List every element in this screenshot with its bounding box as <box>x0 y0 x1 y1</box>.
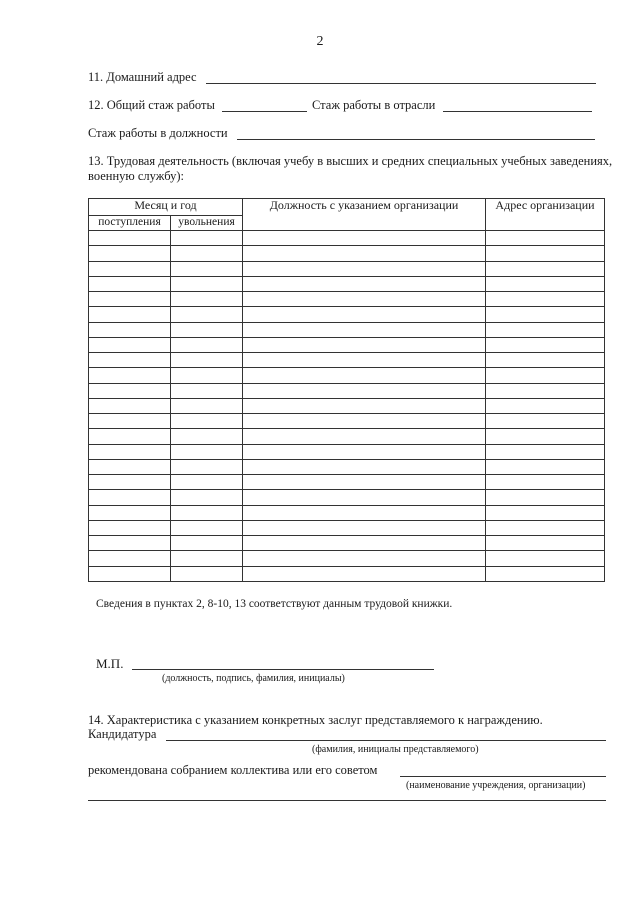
recommended-label: рекомендована собранием коллектива или его советом <box>88 763 378 777</box>
cell-entry[interactable] <box>89 276 171 291</box>
cell-position[interactable] <box>243 398 486 413</box>
cell-position[interactable] <box>243 261 486 276</box>
cell-address[interactable] <box>486 368 605 383</box>
cell-address[interactable] <box>486 398 605 413</box>
cell-position[interactable] <box>243 551 486 566</box>
cell-entry[interactable] <box>89 459 171 474</box>
verification-note: Сведения в пунктах 2, 8-10, 13 соответствуют данным трудовой книжки. <box>96 598 453 610</box>
cell-address[interactable] <box>486 322 605 337</box>
cell-entry[interactable] <box>89 444 171 459</box>
table-row <box>89 398 605 413</box>
cell-dismissal[interactable] <box>171 307 243 322</box>
cell-entry[interactable] <box>89 337 171 352</box>
cell-position[interactable] <box>243 444 486 459</box>
cell-dismissal[interactable] <box>171 368 243 383</box>
cell-position[interactable] <box>243 353 486 368</box>
cell-position[interactable] <box>243 429 486 444</box>
cell-address[interactable] <box>486 246 605 261</box>
cell-address[interactable] <box>486 429 605 444</box>
table-row <box>89 383 605 398</box>
cell-position[interactable] <box>243 231 486 246</box>
header-month-year: Месяц и год <box>89 199 243 216</box>
cell-address[interactable] <box>486 475 605 490</box>
total-experience-label: 12. Общий стаж работы <box>88 98 215 112</box>
cell-address[interactable] <box>486 353 605 368</box>
cell-dismissal[interactable] <box>171 536 243 551</box>
cell-position[interactable] <box>243 337 486 352</box>
table-row <box>89 444 605 459</box>
total-experience-line[interactable] <box>222 111 307 112</box>
industry-experience-line[interactable] <box>443 111 592 112</box>
cell-entry[interactable] <box>89 398 171 413</box>
table-row <box>89 459 605 474</box>
table-row <box>89 536 605 551</box>
table-row <box>89 246 605 261</box>
cell-address[interactable] <box>486 459 605 474</box>
cell-address[interactable] <box>486 505 605 520</box>
cell-position[interactable] <box>243 520 486 535</box>
cell-entry[interactable] <box>89 231 171 246</box>
cell-address[interactable] <box>486 551 605 566</box>
cell-dismissal[interactable] <box>171 383 243 398</box>
cell-dismissal[interactable] <box>171 292 243 307</box>
table-row <box>89 429 605 444</box>
work-history-table <box>88 198 605 582</box>
cell-position[interactable] <box>243 292 486 307</box>
cell-entry[interactable] <box>89 490 171 505</box>
cell-position[interactable] <box>243 368 486 383</box>
cell-position[interactable] <box>243 414 486 429</box>
cell-entry[interactable] <box>89 307 171 322</box>
cell-position[interactable] <box>243 566 486 581</box>
cell-address[interactable] <box>486 231 605 246</box>
table-row <box>89 490 605 505</box>
home-address-line[interactable] <box>206 83 596 84</box>
cell-address[interactable] <box>486 444 605 459</box>
cell-address[interactable] <box>486 490 605 505</box>
header-entry: поступления <box>89 216 171 231</box>
work-history-heading: 13. Трудовая деятельность (включая учебу в высших и средних специальных учебных заведениях, <box>88 154 613 168</box>
cell-dismissal[interactable] <box>171 261 243 276</box>
table-row <box>89 231 605 246</box>
cell-position[interactable] <box>243 505 486 520</box>
cell-dismissal[interactable] <box>171 520 243 535</box>
cell-dismissal[interactable] <box>171 551 243 566</box>
cell-position[interactable] <box>243 459 486 474</box>
cell-dismissal[interactable] <box>171 429 243 444</box>
table-row <box>89 414 605 429</box>
table-row <box>89 566 605 581</box>
cell-entry[interactable] <box>89 429 171 444</box>
table-row <box>89 337 605 352</box>
cell-entry[interactable] <box>89 353 171 368</box>
organization-caption: (наименование учреждения, организации) <box>406 780 586 791</box>
cell-dismissal[interactable] <box>171 337 243 352</box>
cell-dismissal[interactable] <box>171 246 243 261</box>
cell-entry[interactable] <box>89 566 171 581</box>
cell-entry[interactable] <box>89 261 171 276</box>
page-number: 2 <box>316 34 324 49</box>
cell-entry[interactable] <box>89 536 171 551</box>
cell-entry[interactable] <box>89 383 171 398</box>
cell-address[interactable] <box>486 383 605 398</box>
candidate-caption: (фамилия, инициалы представляемого) <box>312 744 479 755</box>
cell-entry[interactable] <box>89 475 171 490</box>
cell-address[interactable] <box>486 566 605 581</box>
cell-dismissal[interactable] <box>171 276 243 291</box>
cell-position[interactable] <box>243 276 486 291</box>
cell-address[interactable] <box>486 261 605 276</box>
industry-experience-label: Стаж работы в отрасли <box>312 98 436 112</box>
cell-position[interactable] <box>243 490 486 505</box>
candidate-label: Кандидатура <box>88 727 157 741</box>
cell-address[interactable] <box>486 337 605 352</box>
position-experience-line[interactable] <box>237 139 595 140</box>
table-row <box>89 368 605 383</box>
cell-position[interactable] <box>243 383 486 398</box>
cell-dismissal[interactable] <box>171 353 243 368</box>
stamp-label: М.П. <box>96 656 124 671</box>
cell-dismissal[interactable] <box>171 566 243 581</box>
cell-dismissal[interactable] <box>171 414 243 429</box>
cell-position[interactable] <box>243 246 486 261</box>
position-experience-label: Стаж работы в должности <box>88 126 228 140</box>
characteristic-heading: 14. Характеристика с указанием конкретных заслуг представляемого к награждению. <box>88 713 543 727</box>
cell-entry[interactable] <box>89 322 171 337</box>
cell-dismissal[interactable] <box>171 490 243 505</box>
cell-dismissal[interactable] <box>171 398 243 413</box>
cell-address[interactable] <box>486 307 605 322</box>
cell-entry[interactable] <box>89 292 171 307</box>
table-row <box>89 307 605 322</box>
signature-line[interactable] <box>132 669 434 670</box>
cell-dismissal[interactable] <box>171 322 243 337</box>
home-address-label: 11. Домашний адрес <box>88 70 197 84</box>
cell-address[interactable] <box>486 520 605 535</box>
cell-position[interactable] <box>243 475 486 490</box>
continuation-line[interactable] <box>88 800 606 801</box>
cell-dismissal[interactable] <box>171 444 243 459</box>
table-row <box>89 551 605 566</box>
table-row <box>89 292 605 307</box>
cell-position[interactable] <box>243 307 486 322</box>
organization-line[interactable] <box>400 776 606 777</box>
table-row <box>89 276 605 291</box>
table-row <box>89 322 605 337</box>
cell-address[interactable] <box>486 414 605 429</box>
header-position: Должность с указанием организации <box>243 199 486 231</box>
table-row <box>89 520 605 535</box>
cell-entry[interactable] <box>89 414 171 429</box>
cell-address[interactable] <box>486 292 605 307</box>
signature-caption: (должность, подпись, фамилия, инициалы) <box>162 673 345 684</box>
table-row <box>89 353 605 368</box>
work-history-heading-cont: военную службу): <box>88 169 184 183</box>
cell-entry[interactable] <box>89 246 171 261</box>
table-row <box>89 505 605 520</box>
cell-entry[interactable] <box>89 551 171 566</box>
header-address: Адрес организации <box>486 199 605 231</box>
cell-address[interactable] <box>486 536 605 551</box>
cell-entry[interactable] <box>89 368 171 383</box>
cell-entry[interactable] <box>89 520 171 535</box>
cell-entry[interactable] <box>89 505 171 520</box>
cell-dismissal[interactable] <box>171 231 243 246</box>
cell-dismissal[interactable] <box>171 505 243 520</box>
cell-position[interactable] <box>243 322 486 337</box>
table-row <box>89 475 605 490</box>
header-dismissal: увольнения <box>171 216 243 231</box>
table-row <box>89 261 605 276</box>
cell-dismissal[interactable] <box>171 475 243 490</box>
cell-address[interactable] <box>486 276 605 291</box>
candidate-line[interactable] <box>166 740 606 741</box>
cell-position[interactable] <box>243 536 486 551</box>
cell-dismissal[interactable] <box>171 459 243 474</box>
